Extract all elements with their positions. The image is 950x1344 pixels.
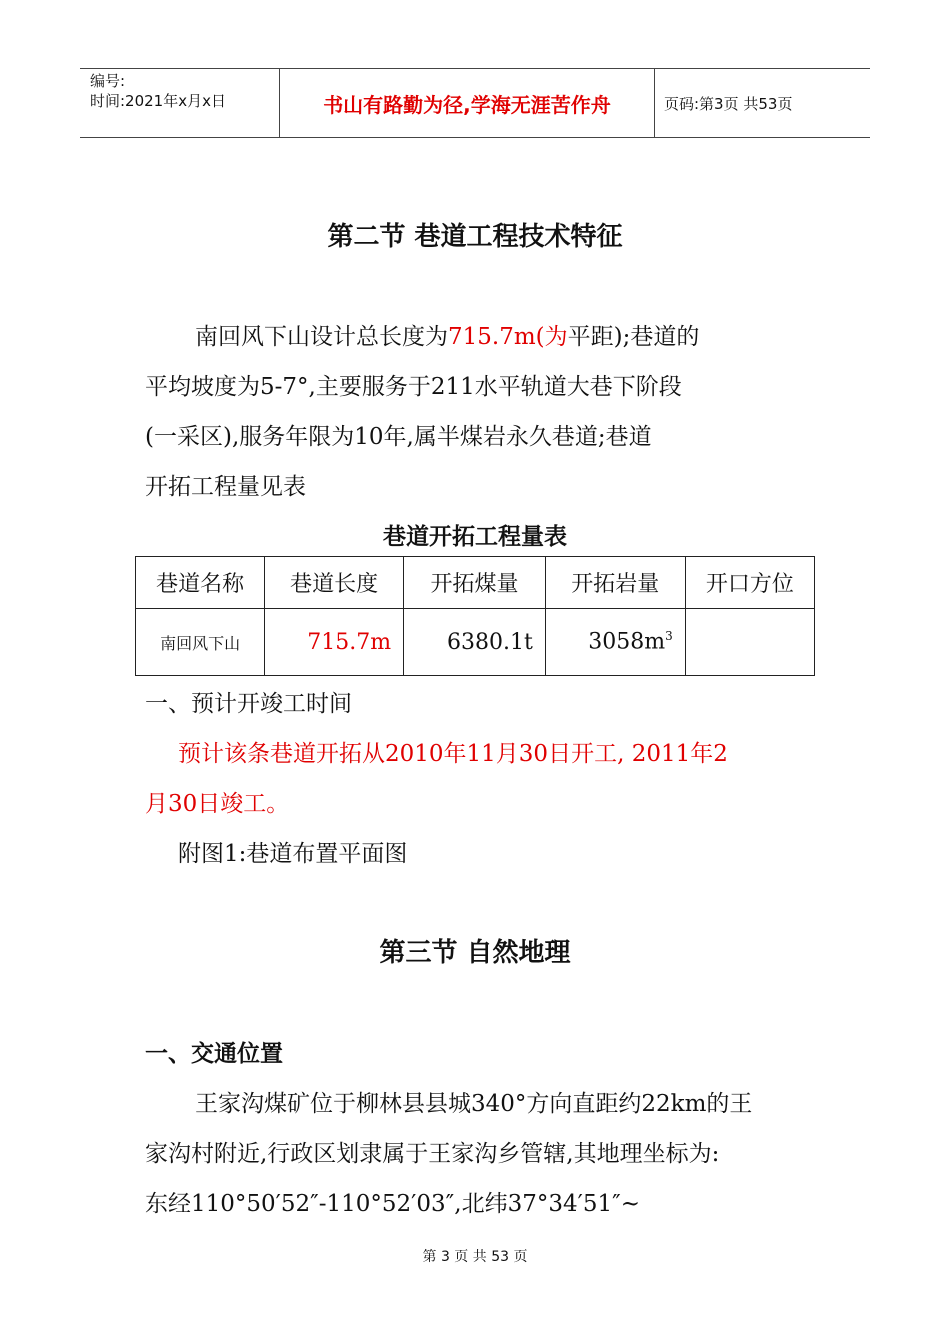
figure-reference: 附图1:巷道布置平面图	[178, 841, 408, 867]
section3-line2: 家沟村附近,行政区划隶属于王家沟乡管辖,其地理坐标为:	[145, 1141, 720, 1167]
section3-title: 第三节 自然地理	[379, 938, 571, 968]
rock-unit-exponent: 3	[665, 629, 673, 644]
time-label: 时间:2021年x月x日	[90, 92, 226, 110]
page-header	[80, 68, 870, 138]
table-title: 巷道开拓工程量表	[383, 523, 567, 550]
table-header-cell: 开口方位	[685, 557, 814, 609]
table-header-cell: 开拓煤量	[404, 557, 546, 609]
cell-roadway-length: 715.7m	[265, 609, 404, 676]
para-line1-b: 平距);巷道的	[567, 324, 700, 350]
section2-para-line2: 平均坡度为5-7°,主要服务于211水平轨道大巷下阶段	[145, 374, 682, 400]
header-meta	[80, 69, 280, 137]
cell-coal-volume: 6380.1t	[404, 609, 546, 676]
sub1-line1: 预计该条巷道开拓从2010年11月30日开工, 2011年2	[178, 741, 728, 767]
section2-para-line1	[195, 318, 875, 351]
quantity-table	[135, 556, 815, 676]
section3-line1: 王家沟煤矿位于柳林县县城340°方向直距约22km的王	[195, 1091, 753, 1117]
table-header-cell: 巷道名称	[136, 557, 265, 609]
cell-roadway-name: 南回风下山	[136, 609, 265, 676]
sub1-line2: 月30日竣工。	[145, 791, 290, 817]
section3-sub1-title: 一、交通位置	[145, 1040, 283, 1067]
section3-line3: 东经110°50′52″-110°52′03″,北纬37°34′51″~	[145, 1191, 640, 1217]
para-line1-red: 715.7m(为	[448, 324, 568, 350]
sub1-title: 一、预计开竣工时间	[145, 691, 352, 717]
header-motto: 书山有路勤为径,学海无涯苦作舟	[280, 69, 655, 137]
page-footer: 第 3 页 共 53 页	[422, 1249, 528, 1265]
serial-label: 编号:	[90, 72, 126, 90]
para-line1-a: 南回风下山设计总长度为	[195, 324, 448, 350]
table-row	[136, 609, 815, 676]
table-header-row	[136, 557, 815, 609]
section2-para-line4: 开拓工程量见表	[145, 474, 306, 500]
table-header-cell: 开拓岩量	[545, 557, 685, 609]
cell-opening-bearing	[685, 609, 814, 676]
section2-para-line3: (一采区),服务年限为10年,属半煤岩永久巷道;巷道	[145, 424, 652, 450]
rock-value: 3058m	[588, 629, 666, 655]
section2-title: 第二节 巷道工程技术特征	[327, 222, 623, 252]
table-header-cell: 巷道长度	[265, 557, 404, 609]
header-page-info: 页码:第3页 共53页	[664, 94, 793, 113]
cell-rock-volume	[545, 609, 685, 676]
